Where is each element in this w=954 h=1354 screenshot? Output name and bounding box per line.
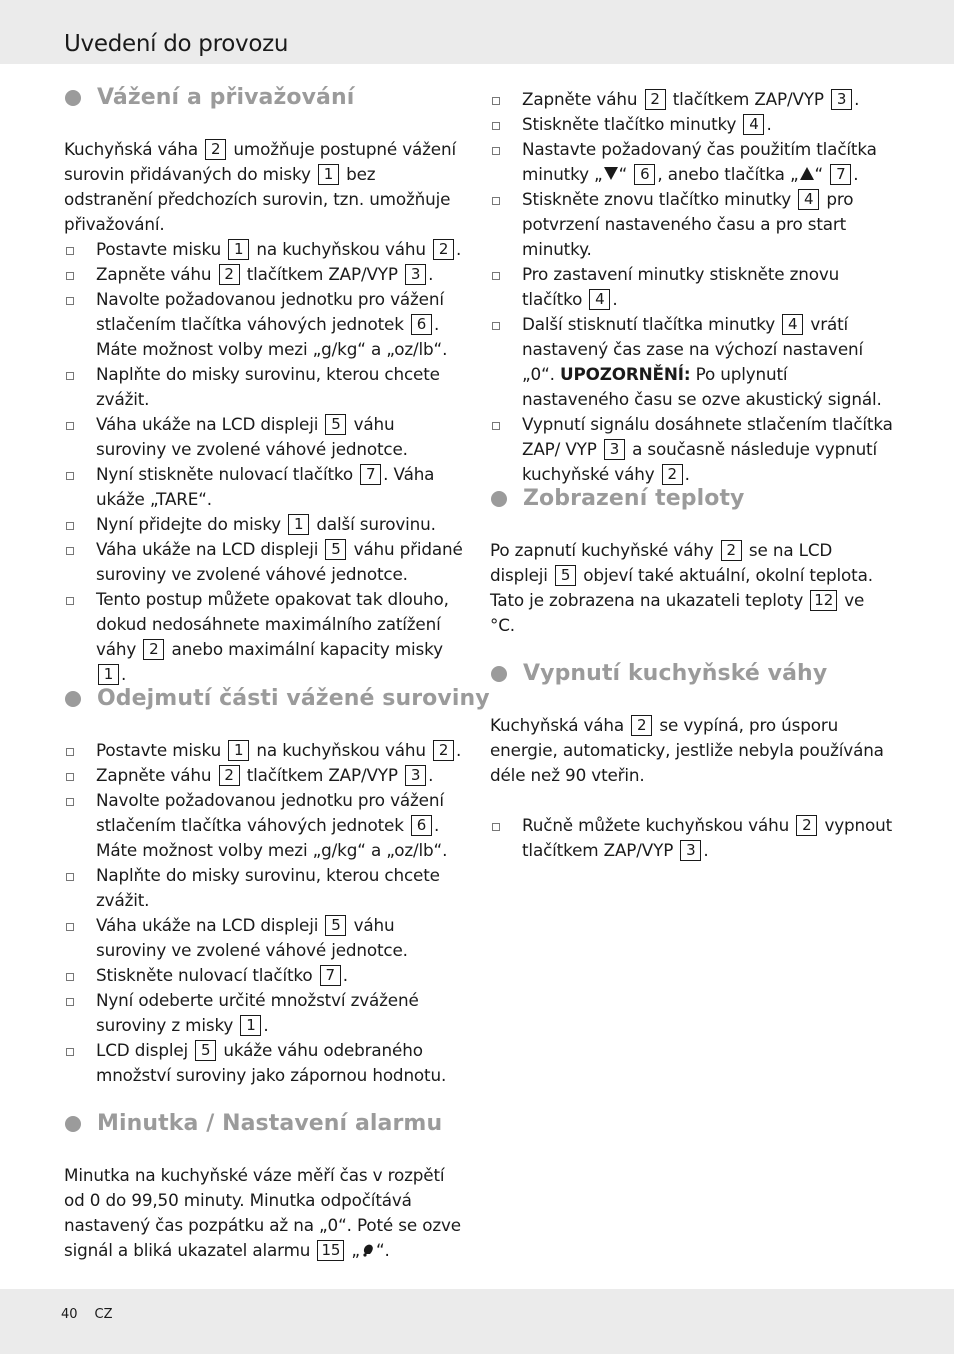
text-run: Navolte požadovanou jednotku pro vážení stlačením tlačítka váhových jednotek — [96, 790, 444, 835]
step-item — [490, 262, 894, 312]
text-run: váhu suroviny ve zvolené váhové jednotce. — [96, 414, 408, 459]
part-number-box: 1 — [318, 164, 339, 185]
text-run: “ — [618, 164, 633, 184]
triangle-down-icon — [603, 166, 619, 181]
part-number-box: 5 — [555, 565, 576, 586]
part-number-box: 15 — [317, 1240, 344, 1261]
weighing-intro — [64, 137, 464, 237]
text-run: . — [766, 114, 772, 134]
page-footer — [61, 1306, 113, 1324]
part-number-box: 7 — [830, 164, 851, 185]
text-run: bez odstranění předchozích surovin, tzn. umožňuje přivažování. — [64, 164, 451, 234]
power-off-text — [490, 713, 894, 788]
text-run: se na LCD displeji — [490, 540, 833, 585]
text-run: se vypíná, pro úsporu energie, automaticky, jestliže nebyla používána déle než 90 vteřin. — [490, 715, 884, 785]
checkbox-bullet-icon — [492, 122, 500, 130]
part-number-box: 6 — [634, 164, 655, 185]
text-run: tlačítkem ZAP/VYP — [241, 765, 404, 785]
text-run: na kuchyňskou váhu — [251, 740, 432, 760]
checkbox-bullet-icon — [66, 547, 74, 555]
bullet-dot-icon — [491, 666, 507, 682]
text-run: tlačítkem ZAP/VYP — [241, 264, 404, 284]
text-run: Váha ukáže na LCD displeji — [96, 414, 324, 434]
text-run: další surovinu. — [311, 514, 436, 534]
part-number-box: 1 — [228, 239, 249, 260]
text-run: Váha ukáže na LCD displeji — [96, 915, 324, 935]
part-number-box: 3 — [405, 264, 426, 285]
text-run: . — [684, 464, 690, 484]
text-run: ve °C. — [490, 590, 865, 635]
text-run: Minutka na kuchyňské váze měří čas v rozpětí od 0 do 99,50 minuty. Minutka odpočítává nastavený čas pozpátku až na „0“. Poté se ozve signál a bliká ukazatel alarmu — [64, 1165, 461, 1260]
text-run: Stiskněte znovu tlačítko minutky — [522, 189, 797, 209]
text-run: Zapněte váhu — [96, 765, 217, 785]
part-number-box: 6 — [411, 815, 432, 836]
checkbox-bullet-icon — [66, 247, 74, 255]
text-run: , anebo tlačítka „ — [657, 164, 799, 184]
part-number-box: 3 — [831, 89, 852, 110]
text-run: Stiskněte nulovací tlačítko — [96, 965, 318, 985]
bullet-dot-icon — [65, 1116, 81, 1132]
text-run: umožňuje postupné vážení surovin přidávaných do misky — [64, 139, 456, 184]
text-run: ukáže váhu odebraného množství suroviny jako zápornou hodnotu. — [96, 1040, 447, 1085]
text-run: . — [456, 239, 462, 259]
part-number-box: 2 — [219, 765, 240, 786]
step-item — [64, 738, 464, 763]
bullet-dot-icon — [65, 90, 81, 106]
checkbox-bullet-icon — [492, 422, 500, 430]
step-item — [490, 312, 894, 412]
step-item — [490, 87, 894, 112]
text-run: “ — [814, 164, 829, 184]
part-number-box: 2 — [631, 715, 652, 736]
removal-steps — [64, 738, 464, 1088]
bullet-dot-icon — [491, 491, 507, 507]
text-run: Zapněte váhu — [522, 89, 643, 109]
text-run: váhu suroviny ve zvolené váhové jednotce. — [96, 915, 408, 960]
checkbox-bullet-icon — [66, 873, 74, 881]
step-item — [64, 362, 464, 412]
step-item — [64, 262, 464, 287]
text-run: Postavte misku — [96, 239, 227, 259]
step-item — [64, 788, 464, 863]
step-item — [64, 763, 464, 788]
checkbox-bullet-icon — [66, 422, 74, 430]
part-number-box: 3 — [604, 439, 625, 460]
text-run: Kuchyňská váha — [490, 715, 630, 735]
part-number-box: 5 — [325, 539, 346, 560]
checkbox-bullet-icon — [66, 472, 74, 480]
text-run: Pro zastavení minutky stiskněte znovu tlačítko — [522, 264, 840, 309]
checkbox-bullet-icon — [66, 272, 74, 280]
text-run: vypnout tlačítkem ZAP/VYP — [522, 815, 893, 860]
step-item — [490, 137, 894, 187]
part-number-box: 2 — [433, 740, 454, 761]
part-number-box: 1 — [288, 514, 309, 535]
step-item — [64, 963, 464, 988]
part-number-box: 2 — [796, 815, 817, 836]
step-item — [64, 237, 464, 262]
text-run: Nyní odeberte určité množství zvážené suroviny z misky — [96, 990, 419, 1035]
text-run: objeví také aktuální, okolní teplota. Tato je zobrazena na ukazateli teploty — [490, 565, 873, 610]
part-number-box: 1 — [228, 740, 249, 761]
part-number-box: 4 — [798, 189, 819, 210]
part-number-box: 4 — [743, 114, 764, 135]
checkbox-bullet-icon — [66, 773, 74, 781]
text-run: . — [342, 965, 348, 985]
text-run: . — [612, 289, 618, 309]
part-number-box: 5 — [325, 915, 346, 936]
part-number-box: 7 — [360, 464, 381, 485]
text-run: “. — [375, 1240, 390, 1260]
step-item — [490, 412, 894, 487]
bullet-dot-icon — [65, 691, 81, 707]
checkbox-bullet-icon — [66, 973, 74, 981]
step-item — [64, 462, 464, 512]
text-run: „ — [346, 1240, 360, 1260]
text-run: Nyní stiskněte nulovací tlačítko — [96, 464, 359, 484]
part-number-box: 2 — [219, 264, 240, 285]
text-run: . — [428, 264, 434, 284]
step-item — [64, 512, 464, 537]
checkbox-bullet-icon — [66, 522, 74, 530]
text-run: Ručně můžete kuchyňskou váhu — [522, 815, 795, 835]
text-run: . — [854, 89, 860, 109]
text-run: Váha ukáže na LCD displeji — [96, 539, 324, 559]
alarm-bell-icon — [360, 1242, 376, 1257]
page-title: Uvedení do provozu — [64, 31, 289, 57]
footer-bar — [0, 1289, 954, 1354]
text-run: . Máte možnost volby mezi „g/kg“ a „oz/lb“. — [96, 314, 448, 359]
checkbox-bullet-icon — [66, 372, 74, 380]
step-item — [490, 112, 894, 137]
text-run: . — [853, 164, 859, 184]
part-number-box: 4 — [589, 289, 610, 310]
part-number-box: 2 — [143, 639, 164, 660]
step-item — [64, 287, 464, 362]
part-number-box: 2 — [645, 89, 666, 110]
text-run: Naplňte do misky surovinu, kterou chcete zvážit. — [96, 865, 440, 910]
text-run: na kuchyňskou váhu — [251, 239, 432, 259]
checkbox-bullet-icon — [66, 1048, 74, 1056]
step-item — [490, 187, 894, 262]
text-run: anebo maximální kapacity misky — [166, 639, 443, 659]
part-number-box: 4 — [782, 314, 803, 335]
text-run: váhu přidané suroviny ve zvolené váhové jednotce. — [96, 539, 463, 584]
checkbox-bullet-icon — [66, 597, 74, 605]
text-run: Postavte misku — [96, 740, 227, 760]
part-number-box: 2 — [433, 239, 454, 260]
step-item — [490, 813, 894, 863]
checkbox-bullet-icon — [66, 748, 74, 756]
part-number-box: 12 — [810, 590, 837, 611]
part-number-box: 2 — [205, 139, 226, 160]
part-number-box: 5 — [325, 414, 346, 435]
text-run: Po uplynutí nastaveného času se ozve akustický signál. — [522, 364, 882, 409]
part-number-box: 2 — [721, 540, 742, 561]
checkbox-bullet-icon — [492, 823, 500, 831]
text-run: LCD displej — [96, 1040, 194, 1060]
step-item — [64, 412, 464, 462]
step-item — [64, 537, 464, 587]
step-item — [64, 913, 464, 963]
triangle-up-icon — [799, 166, 815, 181]
timer-steps — [490, 87, 894, 487]
text-run: Vypnutí signálu dosáhnete stlačením tlačítka ZAP/ VYP — [522, 414, 893, 459]
checkbox-bullet-icon — [492, 97, 500, 105]
text-run: . — [121, 664, 127, 684]
text-run: Tento postup můžete opakovat tak dlouho, dokud nedosáhnete maximálního zatížení váhy — [96, 589, 449, 659]
text-run: Po zapnutí kuchyňské váhy — [490, 540, 719, 560]
checkbox-bullet-icon — [492, 272, 500, 280]
step-item — [64, 863, 464, 913]
step-item — [64, 1038, 464, 1088]
checkbox-bullet-icon — [492, 322, 500, 330]
part-number-box: 1 — [98, 664, 119, 685]
text-run: . — [263, 1015, 269, 1035]
text-run: Navolte požadovanou jednotku pro vážení stlačením tlačítka váhových jednotek — [96, 289, 444, 334]
text-run: . — [428, 765, 434, 785]
language-code: CZ — [94, 1307, 113, 1322]
text-run: tlačítkem ZAP/VYP — [667, 89, 830, 109]
page-number: 40 — [61, 1307, 78, 1322]
notice-label: UPOZORNĚNÍ: — [559, 364, 691, 384]
text-run: Naplňte do misky surovinu, kterou chcete zvážit. — [96, 364, 440, 409]
text-run: Nastavte požadovaný čas použitím tlačítka minutky „ — [522, 139, 877, 184]
checkbox-bullet-icon — [66, 798, 74, 806]
text-run: vrátí nastavený čas zase na výchozí nastavení „0“. — [522, 314, 864, 384]
step-item — [64, 988, 464, 1038]
part-number-box: 2 — [662, 464, 683, 485]
temperature-text — [490, 538, 894, 638]
part-number-box: 3 — [405, 765, 426, 786]
checkbox-bullet-icon — [66, 998, 74, 1006]
part-number-box: 3 — [680, 840, 701, 861]
checkbox-bullet-icon — [492, 147, 500, 155]
timer-intro — [64, 1163, 464, 1263]
text-run: a současně následuje vypnutí kuchyňské váhy — [522, 439, 878, 484]
power-off-steps — [490, 813, 894, 863]
text-run: Stiskněte tlačítko minutky — [522, 114, 742, 134]
text-run: pro potvrzení nastaveného času a pro start minutky. — [522, 189, 854, 259]
text-run: Další stisknutí tlačítka minutky — [522, 314, 781, 334]
part-number-box: 5 — [195, 1040, 216, 1061]
text-run: . — [456, 740, 462, 760]
part-number-box: 6 — [411, 314, 432, 335]
text-run: . — [703, 840, 709, 860]
checkbox-bullet-icon — [66, 297, 74, 305]
text-run: Kuchyňská váha — [64, 139, 204, 159]
text-run: Nyní přidejte do misky — [96, 514, 287, 534]
text-run: Zapněte váhu — [96, 264, 217, 284]
checkbox-bullet-icon — [492, 197, 500, 205]
part-number-box: 1 — [240, 1015, 261, 1036]
text-run: . Máte možnost volby mezi „g/kg“ a „oz/lb“. — [96, 815, 448, 860]
checkbox-bullet-icon — [66, 923, 74, 931]
step-item — [64, 587, 464, 687]
text-run: . Váha ukáže „TARE“. — [96, 464, 435, 509]
part-number-box: 7 — [320, 965, 341, 986]
weighing-steps — [64, 237, 464, 687]
